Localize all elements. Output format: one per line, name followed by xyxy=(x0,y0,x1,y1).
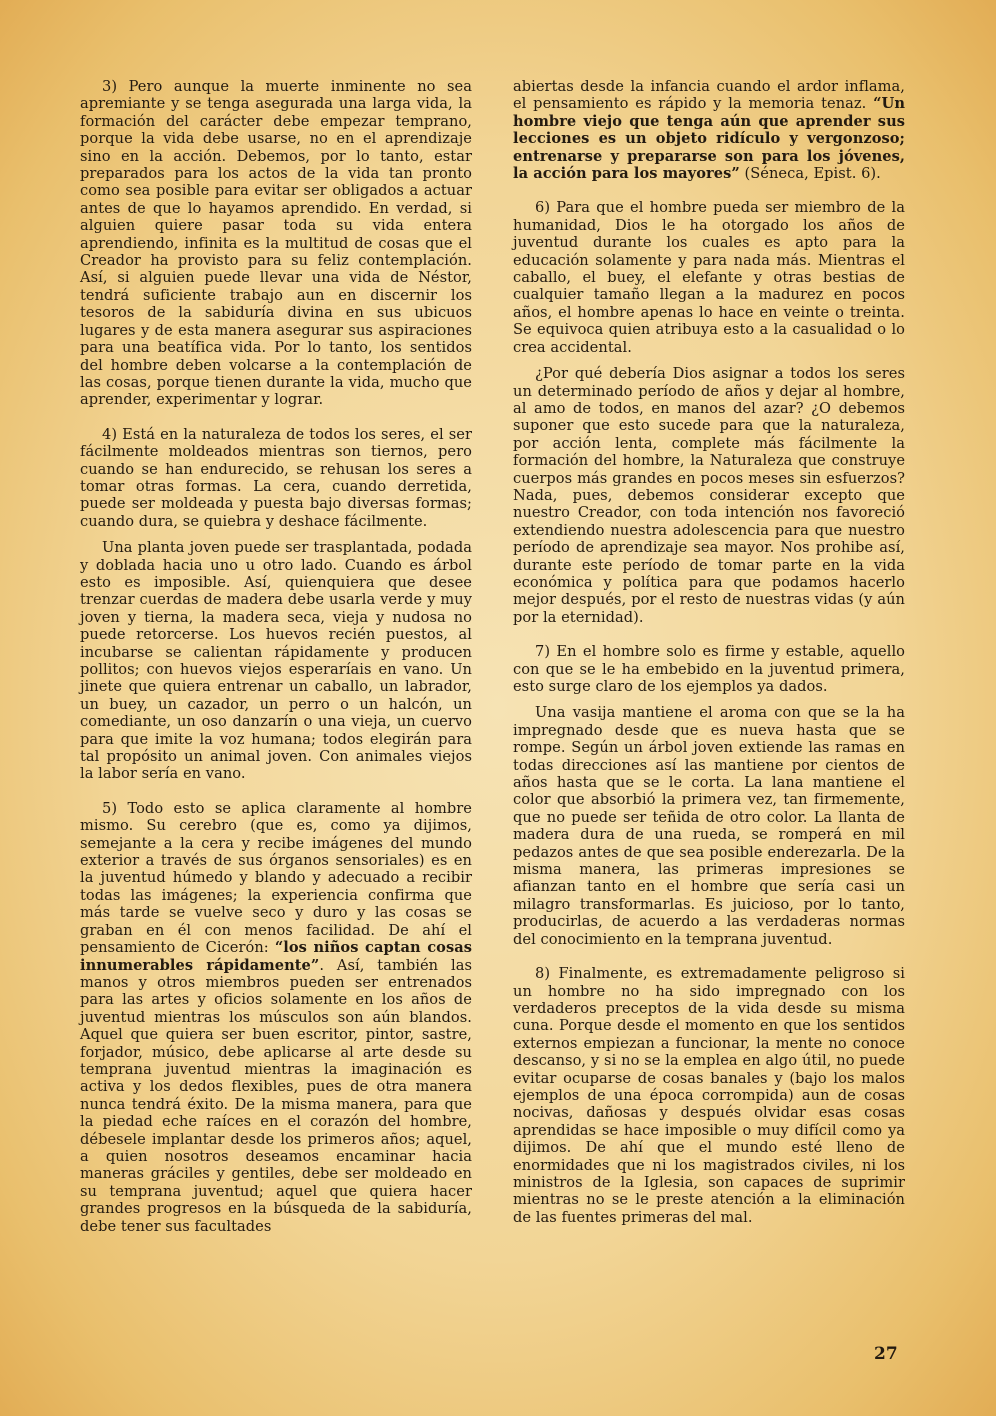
paragraph-5 xyxy=(80,800,472,1235)
paragraph-3: 3) Pero aunque la muerte inminente no sea apremiante y se tenga asegurada una larga vida, la formación del carácter debe empezar temprano, porque la vida debe usarse, no en el aprendizaje sino en la acción. Debemos, por lo tanto, estar preparados para los actos de la vida tan pronto como sea posible para evitar ser obligados a actuar antes de que lo hayamos aprendido. En verdad, si alguien quiere pasar toda su vida entera aprendiendo, infinita es la multitud de cosas que el Creador ha provisto para su feliz contemplación. Así, si alguien puede llevar una vida de Néstor, tendrá suficiente trabajo aun en discernir los tesoros de la sabiduría divina en sus ubicuos lugares y de esta manera asegurar sus aspiraciones para una beatífica vida. Por lo tanto, los sentidos del hombre deben volcarse a la contemplación de las cosas, porque tienen durante la vida, mucho que aprender, experimentar y lograr. xyxy=(80,78,472,409)
paragraph-8: 8) Finalmente, es extremadamente peligroso si un hombre no ha sido impregnado con los verdaderos preceptos de la vida desde su misma cuna. Porque desde el momento en que los sentidos externos empiezan a funcionar, la mente no conoce descanso, y si no se la emplea en algo útil, no puede evitar ocuparse de cosas banales y (bajo los malos ejemplos de una época corrompida) aun de cosas nocivas, dañosas y después olvidar esas cosas aprendidas se hace imposible o muy difícil como ya dijimos. De ahí que el mundo esté lleno de enormidades que ni los magistrados civiles, ni los ministros de la Iglesia, son capaces de suprimir mientras no se le preste atención a la eliminación de las fuentes primeras del mal. xyxy=(513,965,905,1226)
paragraph-5-cont-text-b: (Séneca, Epist. 6). xyxy=(739,165,881,183)
paragraph-4: 4) Está en la naturaleza de todos los seres, el ser fácilmente moldeados mientras son tiernos, pero cuando se han endurecido, se rehusan los seres a tomar otras formas. La cera, cuando derretida, puede ser moldeada y puesta bajo diversas formas; cuando dura, se quiebra y deshace fácilmente. xyxy=(80,425,472,530)
cicero-quote: “los niños captan cosas innumerables rápidamente” xyxy=(80,939,472,974)
paragraph-5-text-a: 5) Todo esto se aplica claramente al hombre mismo. Su cerebro (que es, como ya dijimos, semejante a la cera y recibe imágenes del mundo exterior a través de sus órganos sensoriales) es en la juventud húmedo y blando y adecuado a recibir todas las imágenes; la experiencia confirma que más tarde se vuelve seco y duro y las cosas se graban en él con menos facilidad. De ahí el pensamiento de Cicerón: xyxy=(80,799,472,957)
paragraph-6: 6) Para que el hombre pueda ser miembro de la humanidad, Dios le ha otorgado los años de juventud durante los cuales es apto para la educación solamente y para nada más. Mientras el caballo, el buey, el elefante y otras bestias de cualquier tamaño llegan a la madurez en pocos años, el hombre apenas lo hace en veinte o treinta. Se equivoca quien atribuya esto a la casualidad o lo crea accidental. xyxy=(513,199,905,356)
paragraph-7-continued: Una vasija mantiene el aroma con que se la ha impregnado desde que es nueva hasta que se rompe. Según un árbol joven extiende las ramas en todas direcciones así las mantiene por cientos de años hasta que se le corta. La lana mantiene el color que absorbió la primera vez, tan firmemente, que no puede ser teñida de otro color. La llanta de madera dura de una rueda, se romperá en mil pedazos antes de que sea posible enderezarla. De la misma manera, las primeras impresiones se afianzan tanto en el hombre que sería casi un milagro transformarlas. Es juicioso, por lo tanto, producirlas, de acuerdo a las verdaderas normas del conocimiento en la temprana juventud. xyxy=(513,704,905,948)
paragraph-7: 7) En el hombre solo es firme y estable, aquello con que se le ha embebido en la juventud primera, esto surge claro de los ejemplos ya dados. xyxy=(513,643,905,695)
page-number: 27 xyxy=(874,1344,898,1364)
right-column xyxy=(513,78,905,1226)
seneca-quote: “Un hombre viejo que tenga aún que aprender sus lecciones es un objeto ridículo y vergonzoso; entrenarse y prepararse son para los jóvenes, la acción para los mayores” xyxy=(513,95,905,183)
left-column xyxy=(80,78,472,1235)
paragraph-4-continued: Una planta joven puede ser trasplantada, podada y doblada hacia uno u otro lado. Cuando es árbol esto es imposible. Así, quienquiera que desee trenzar cuerdas de madera debe usarla verde y muy joven y tierna, la madera seca, vieja y nudosa no puede retorcerse. Los huevos recién puestos, al incubarse se calientan rápidamente y producen pollitos; con huevos viejos esperaríais en vano. Un jinete que quiera entrenar un caballo, un labrador, un buey, un cazador, un perro o un halcón, un comediante, un oso danzarín o una vieja, un cuervo para que imite la voz humana; todos elegirán para tal propósito un animal joven. Con animales viejos la labor sería en vano. xyxy=(80,539,472,783)
paragraph-5-continued xyxy=(513,78,905,182)
paragraph-6-continued: ¿Por qué debería Dios asignar a todos los seres un determinado período de años y dejar al hombre, al amo de todos, en manos del azar? ¿O debemos suponer que esto sucede para que la naturaleza, por acción lenta, complete más fácilmente la formación del hombre, la Naturaleza que construye cuerpos más grandes en pocos meses sin esfuerzos? Nada, pues, debemos considerar excepto que nuestro Creador, con toda intención nos favoreció extendiendo nuestra adolescencia para que nuestro período de aprendizaje sea mayor. Nos prohibe así, durante este período de tomar parte en la vida económica y política para que podamos hacerlo mejor después, por el resto de nuestras vidas (y aún por la eternidad). xyxy=(513,365,905,626)
paragraph-5-text-b: . Así, también las manos y otros miembros pueden ser entrenados para las artes y oficios solamente en los años de juventud mientras los músculos son aún blandos. Aquel que quiera ser buen escritor, pintor, sastre, forjador, músico, debe aplicarse al arte desde su temprana juventud mientras la imaginación es activa y los dedos flexibles, pues de otra manera nunca tendrá éxito. De la misma manera, para que la piedad eche raíces en el corazón del hombre, débesele implantar desde los primeros años; aquel, a quien nosotros deseamos encaminar hacia maneras gráciles y gentiles, debe ser moldeado en su temprana juventud; aquel que quiera hacer grandes progresos en la búsqueda de la sabiduría, debe tener sus facultades xyxy=(80,956,472,1235)
paragraph-5-cont-text-a: abiertas desde la infancia cuando el ardor inflama, el pensamiento es rápido y la memoria tenaz. xyxy=(513,78,905,113)
